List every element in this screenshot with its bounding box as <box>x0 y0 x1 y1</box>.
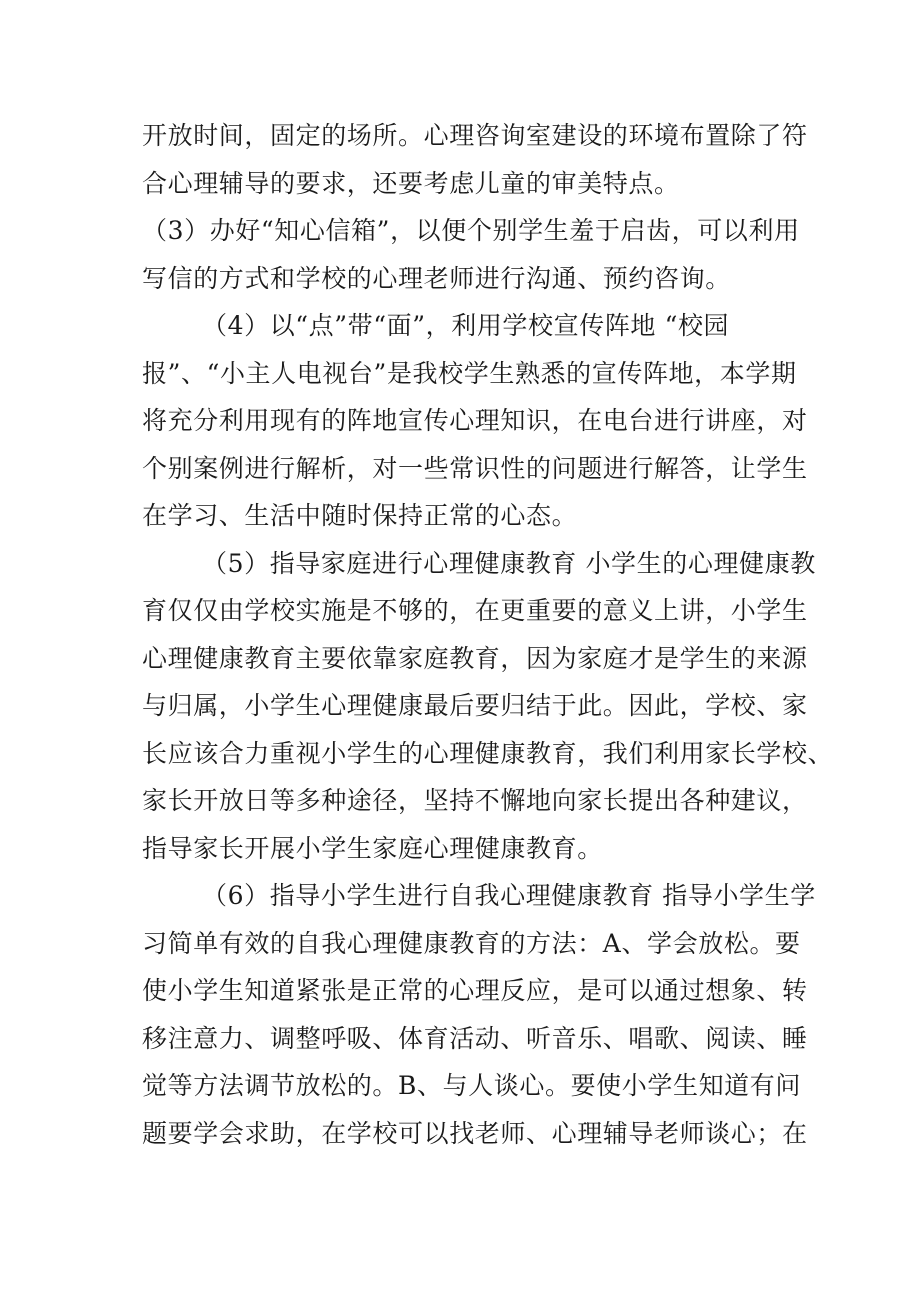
text-line: 指导家长开展小学生家庭心理健康教育。 <box>142 833 603 863</box>
text-line: 心理健康教育主要依靠家庭教育，因为家庭才是学生的来源 <box>142 643 808 673</box>
text-line: 个别案例进行解析，对一些常识性的问题进行解答，让学生 <box>142 453 808 483</box>
text-line: 家长开放日等多种途径，坚持不懈地向家长提出各种建议， <box>142 786 808 815</box>
text-line: 育仅仅由学校实施是不够的，在更重要的意义上讲，小学生 <box>142 596 808 625</box>
text-line: 长应该合力重视小学生的心理健康教育，我们利用家长学校、 <box>142 738 834 768</box>
text-line: （6）指导小学生进行自我心理健康教育 指导小学生学 <box>202 881 816 910</box>
text-line: （4）以“点”带“面”，利用学校宣传阵地 “校园 <box>202 311 730 340</box>
text-line: （5）指导家庭进行心理健康教育 小学生的心理健康教 <box>202 548 816 578</box>
text-line: 使小学生知道紧张是正常的心理反应，是可以通过想象、转 <box>142 976 808 1005</box>
text-line: 觉等方法调节放松的。B、与人谈心。要使小学生知道有问 <box>142 1071 801 1100</box>
text-line: 在学习、生活中随时保持正常的心态。 <box>142 501 578 530</box>
text-line: 写信的方式和学校的心理老师进行沟通、预约咨询。 <box>142 263 731 293</box>
text-line: 合心理辅导的要求，还要考虑儿童的审美特点。 <box>142 168 680 198</box>
text-line: （3）办好“知心信箱”，以便个别学生羞于启齿，可以利用 <box>142 216 800 245</box>
text-line: 开放时间，固定的场所。心理咨询室建设的环境布置除了符 <box>142 121 808 150</box>
text-line: 报”、“小主人电视台”是我校学生熟悉的宣传阵地，本学期 <box>142 358 797 388</box>
text-line: 移注意力、调整呼吸、体育活动、听音乐、唱歌、阅读、睡 <box>142 1023 808 1053</box>
text-line: 与归属，小学生心理健康最后要归结于此。因此，学校、家 <box>142 691 808 720</box>
text-line: 将充分利用现有的阵地宣传心理知识，在电台进行讲座，对 <box>142 406 808 435</box>
document-body <box>142 112 834 1157</box>
text-line: 习简单有效的自我心理健康教育的方法：A、学会放松。要 <box>142 928 801 958</box>
text-line: 题要学会求助，在学校可以找老师、心理辅导老师谈心；在 <box>142 1118 808 1148</box>
